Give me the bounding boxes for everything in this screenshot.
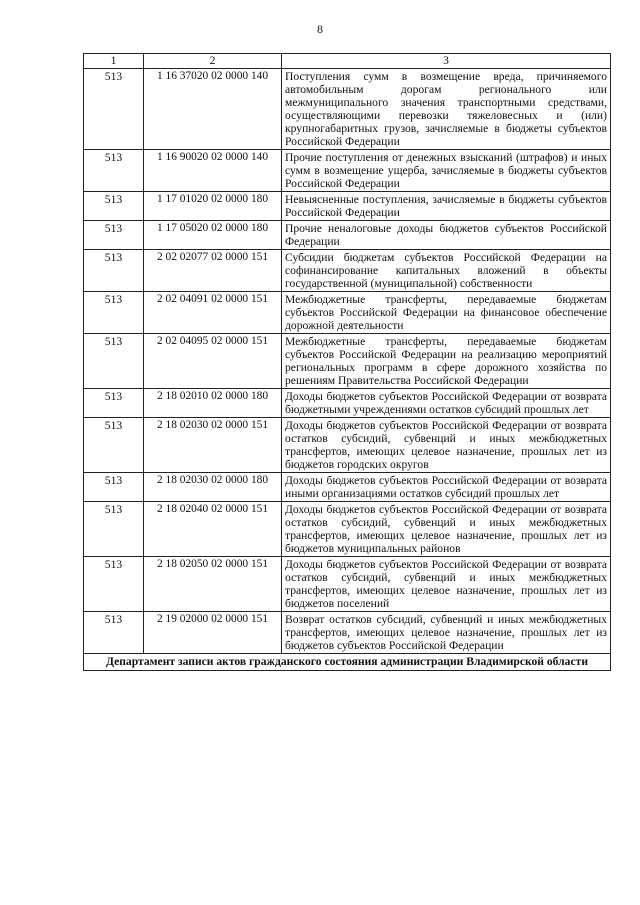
revenue-name-cell: Межбюджетные трансферты, передаваемые бюджетам субъектов Российской Федерации на финансовое обеспечение дорожной деятельности xyxy=(282,292,611,334)
table-row xyxy=(84,389,611,418)
column-header-1: 1 xyxy=(84,54,144,69)
revenue-code-cell: 2 02 04095 02 0000 151 xyxy=(144,334,282,389)
table-row xyxy=(84,192,611,221)
table-row xyxy=(84,612,611,654)
revenue-code-cell: 2 18 02010 02 0000 180 xyxy=(144,389,282,418)
column-header-2: 2 xyxy=(144,54,282,69)
revenue-name-cell: Доходы бюджетов субъектов Российской Федерации от возврата остатков субсидий, субвенций и иных межбюджетных трансфертов, имеющих целевое назначение, прошлых лет из бюджетов поселений xyxy=(282,557,611,612)
table-row xyxy=(84,473,611,502)
revenue-name-cell: Субсидии бюджетам субъектов Российской Федерации на софинансирование капитальных вложений в объекты государственной (муниципальной) собственности xyxy=(282,250,611,292)
table-row xyxy=(84,150,611,192)
table-row xyxy=(84,334,611,389)
revenue-code-cell: 2 18 02040 02 0000 151 xyxy=(144,502,282,557)
revenue-code-cell: 2 18 02030 02 0000 180 xyxy=(144,473,282,502)
table-row xyxy=(84,557,611,612)
section-row xyxy=(84,654,611,671)
admin-code-cell: 513 xyxy=(84,192,144,221)
admin-code-cell: 513 xyxy=(84,418,144,473)
table-row xyxy=(84,250,611,292)
revenue-code-cell: 2 18 02050 02 0000 151 xyxy=(144,557,282,612)
admin-code-cell: 513 xyxy=(84,473,144,502)
table-row xyxy=(84,69,611,150)
revenue-code-cell: 1 17 05020 02 0000 180 xyxy=(144,221,282,250)
admin-code-cell: 513 xyxy=(84,557,144,612)
admin-code-cell: 513 xyxy=(84,502,144,557)
column-header-3: 3 xyxy=(282,54,611,69)
admin-code-cell: 513 xyxy=(84,221,144,250)
admin-code-cell: 513 xyxy=(84,250,144,292)
section-title: Департамент записи актов гражданского состояния администрации Владимирской области xyxy=(84,654,611,671)
revenue-name-cell: Возврат остатков субсидий, субвенций и иных межбюджетных трансфертов, имеющих целевое назначение, прошлых лет из бюджетов субъектов Российской Федерации xyxy=(282,612,611,654)
admin-code-cell: 513 xyxy=(84,292,144,334)
revenue-code-cell: 2 02 04091 02 0000 151 xyxy=(144,292,282,334)
revenue-name-cell: Прочие поступления от денежных взысканий (штрафов) и иных сумм в возмещение ущерба, зачисляемые в бюджеты субъектов Российской Федерации xyxy=(282,150,611,192)
revenue-code-cell: 2 02 02077 02 0000 151 xyxy=(144,250,282,292)
revenue-name-cell: Прочие неналоговые доходы бюджетов субъектов Российской Федерации xyxy=(282,221,611,250)
revenue-name-cell: Невыясненные поступления, зачисляемые в бюджеты субъектов Российской Федерации xyxy=(282,192,611,221)
admin-code-cell: 513 xyxy=(84,389,144,418)
admin-code-cell: 513 xyxy=(84,612,144,654)
page-number: 8 xyxy=(317,22,323,36)
admin-code-cell: 513 xyxy=(84,334,144,389)
revenue-name-cell: Доходы бюджетов субъектов Российской Федерации от возврата бюджетными учреждениями остатков субсидий прошлых лет xyxy=(282,389,611,418)
table-row xyxy=(84,418,611,473)
revenue-code-cell: 2 19 02000 02 0000 151 xyxy=(144,612,282,654)
revenue-name-cell: Доходы бюджетов субъектов Российской Федерации от возврата иными организациями остатков субсидий прошлых лет xyxy=(282,473,611,502)
revenue-code-cell: 1 16 90020 02 0000 140 xyxy=(144,150,282,192)
revenue-codes-table xyxy=(83,53,611,671)
revenue-name-cell: Доходы бюджетов субъектов Российской Федерации от возврата остатков субсидий, субвенций и иных межбюджетных трансфертов, имеющих целевое назначение, прошлых лет из бюджетов муниципальных районов xyxy=(282,502,611,557)
table-header-row xyxy=(84,54,611,69)
table-row xyxy=(84,292,611,334)
revenue-name-cell: Межбюджетные трансферты, передаваемые бюджетам субъектов Российской Федерации на реализацию мероприятий региональных программ в сфере дорожного хозяйства по решениям Правительства Российской Федерации xyxy=(282,334,611,389)
revenue-code-cell: 1 17 01020 02 0000 180 xyxy=(144,192,282,221)
revenue-name-cell: Доходы бюджетов субъектов Российской Федерации от возврата остатков субсидий, субвенций и иных межбюджетных трансфертов, имеющих целевое назначение, прошлых лет из бюджетов городских округов xyxy=(282,418,611,473)
revenue-code-cell: 2 18 02030 02 0000 151 xyxy=(144,418,282,473)
admin-code-cell: 513 xyxy=(84,150,144,192)
table-row xyxy=(84,502,611,557)
table-row xyxy=(84,221,611,250)
revenue-name-cell: Поступления сумм в возмещение вреда, причиняемого автомобильным дорогам регионального или межмуниципального значения транспортными средствами, осуществляющими перевозки тяжеловесных и (или) крупногабаритных грузов, зачисляемые в бюджеты субъектов Российской Федерации xyxy=(282,69,611,150)
revenue-code-cell: 1 16 37020 02 0000 140 xyxy=(144,69,282,150)
admin-code-cell: 513 xyxy=(84,69,144,150)
